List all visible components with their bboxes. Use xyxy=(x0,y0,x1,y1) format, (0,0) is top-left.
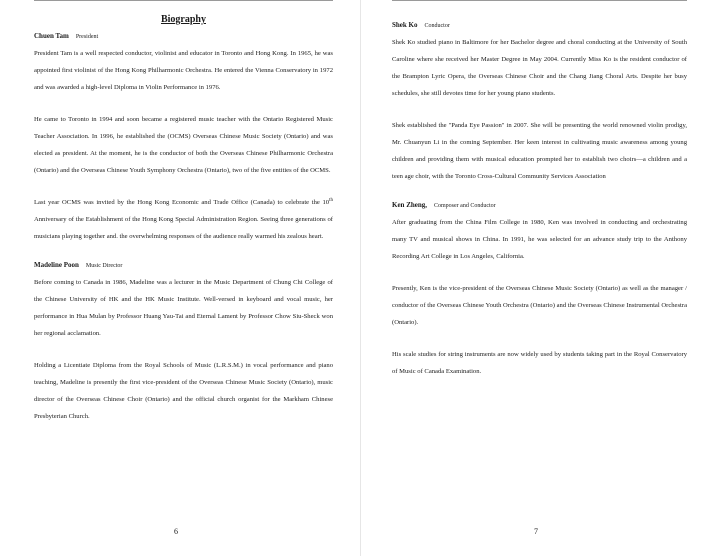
person-role: Composer and Conductor xyxy=(434,203,496,209)
person-role: Music Director xyxy=(85,263,123,269)
ordinal-suffix: th xyxy=(329,197,333,203)
bio-heading xyxy=(34,260,333,271)
bio-paragraph: Shek established the "Panda Eye Passion" in 2007. She will be presenting the world renowned violin prodigy, Mr. Chuanyun Li in the coming September. Her keen interest in cultivating music awareness among young children and providing them with musical education prompted her to establish two choirs—a children and a teen age choir, with the Toronto Cross-Cultural Community Services Association xyxy=(392,122,687,180)
bio-paragraph xyxy=(34,194,333,245)
page-title: Biography xyxy=(160,14,206,25)
top-rule-right xyxy=(392,0,687,1)
top-rule-left xyxy=(34,0,333,1)
bio-paragraph: Before coming to Canada in 1986, Madeline was a lecturer in the Music Department of Chung Chi College of the Chinese University of HK and the HK Music Institute. Well-versed in keyboard and vocal music, her performance in Hua Mulan by Professor Huang Yau-Tai and Eternal Lament by Professor Chow Siu-Sheck won her regional acclamation. xyxy=(34,279,333,337)
bio-ken-zheng xyxy=(392,200,687,380)
left-page xyxy=(34,14,333,425)
right-page xyxy=(392,14,687,380)
person-role: Conductor xyxy=(424,23,450,29)
bio-paragraph: Holding a Licentiate Diploma from the Royal Schools of Music (L.R.S.M.) in vocal performance and piano teaching, Madeline is presently the first vice-president of the Overseas Chinese Music Society (Ontario), music director of the Overseas Chinese Choir (Ontario) and the official church organist for the Markham Chinese Presbyterian Church. xyxy=(34,362,333,420)
page-fold xyxy=(360,0,361,556)
bio-paragraph: Presently, Ken is the vice-president of the Overseas Chinese Music Society (Ontario) as well as the manager / conductor of the Overseas Chinese Youth Orchestra (Ontario) and the Overseas Chinese Instrumental Orchestra (Ontario). xyxy=(392,285,687,326)
page-number: 7 xyxy=(534,527,538,536)
bio-shek-ko xyxy=(392,20,687,185)
person-name: Chuen Tam xyxy=(34,32,69,40)
bio-paragraph: He came to Toronto in 1994 and soon became a registered music teacher with the Ontario Registered Music Teacher Association. In 1996, he established the (OCMS) Overseas Chinese Music Society (Ontario) and was elected as president. At the moment, he is the conductor of both the Overseas Chinese Philharmonic Orchestra (Ontario) and the Overseas Chinese Youth Symphony Orchestra (Ontario), two of the five entities of the OCMS. xyxy=(34,116,333,174)
bio-heading xyxy=(392,200,687,211)
bio-paragraph: His scale studies for string instruments are now widely used by students taking part in the Royal Conservatory of Music of Canada Examination. xyxy=(392,351,687,375)
bio-madeline-poon xyxy=(34,260,333,425)
bio-paragraph: Shek Ko studied piano in Baltimore for her Bachelor degree and choral conducting at the University of South Caroline where she received her Master Degree in May 2004. Currently Miss Ko is the resident conductor of the Brampton Lyric Opera, the Overseas Chinese Choir and the Chang Jiang Choral Arts. Despite her busy schedules, she still devotes time for her young piano students. xyxy=(392,39,687,97)
person-name: Shek Ko xyxy=(392,21,418,29)
bio-heading xyxy=(34,31,333,42)
person-role: President xyxy=(75,34,99,40)
bio-paragraph: President Tam is a well respected conductor, violinist and educator in Toronto and Hong Kong. In 1965, he was appointed first violinist of the Hong Kong Philharmonic Orchestra. He entered the Vienna Conservatory in 1972 and was awarded a high-level Diploma in Violin Performance in 1976. xyxy=(34,50,333,91)
bio-paragraph: After graduating from the China Film College in 1980, Ken was involved in conducting and orchestrating many TV and musical shows in China. In 1991, he was selected for an advance study trip to the Anthony Recording Art College in Los Angeles, California. xyxy=(392,219,687,260)
bio-chuen-tam xyxy=(34,31,333,245)
person-name: Ken Zheng, xyxy=(392,201,428,209)
paragraph-text: Last year OCMS was invited by the Hong Kong Economic and Trade Office (Canada) to celebrate the 10 xyxy=(34,199,330,206)
person-name: Madeline Poon xyxy=(34,261,79,269)
bio-heading xyxy=(392,20,687,31)
paragraph-text: Anniversary of the Establishment of the Hong Kong Special Administration Region. Seeing three generations of musicians playing together and. the overwhelming responses of the audience really warmed his zealous heart. xyxy=(34,216,333,240)
page-number: 6 xyxy=(174,527,178,536)
